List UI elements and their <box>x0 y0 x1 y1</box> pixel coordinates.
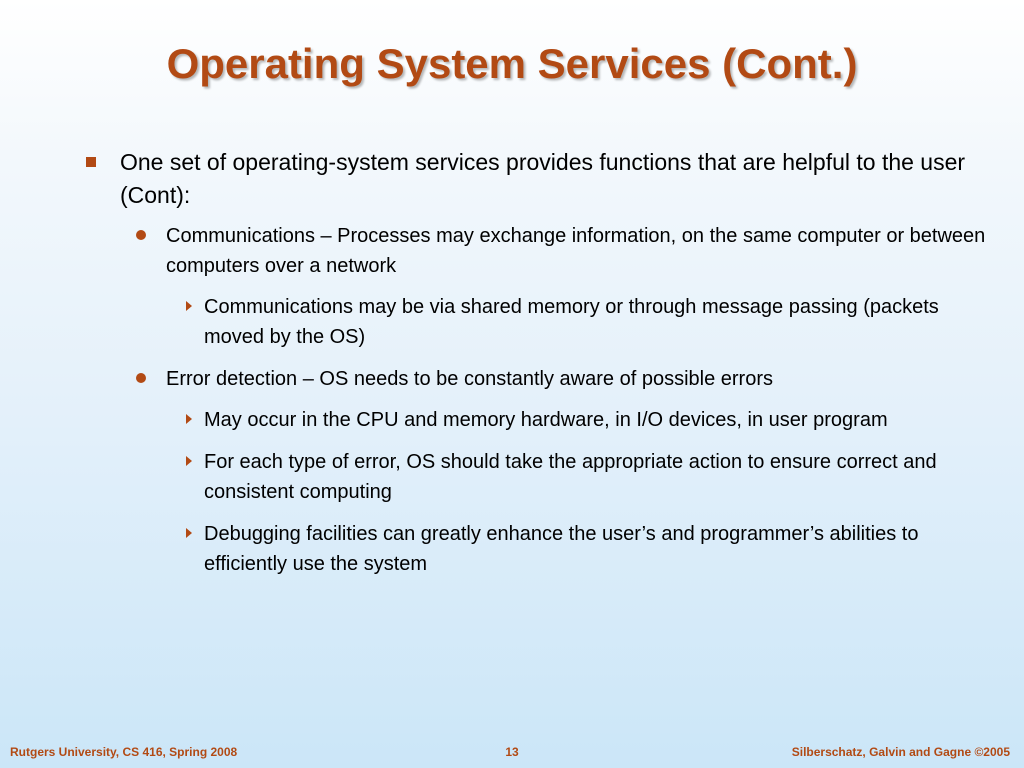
sub-sub-bullet-text: For each type of error, OS should take the appropriate action to ensure correct and consistent computing <box>204 451 937 503</box>
sub-bullet-item-communications <box>0 221 1024 281</box>
sub-sub-bullet-text: Debugging facilities can greatly enhance the user’s and programmer’s abilities to efficiently use the system <box>204 523 919 575</box>
sub-sub-bullet-item <box>0 447 1024 507</box>
round-bullet-icon <box>136 373 146 383</box>
round-bullet-icon <box>136 230 146 240</box>
bullet-item <box>0 146 1024 212</box>
sub-bullet-text: Error detection – OS needs to be constantly aware of possible errors <box>166 368 773 390</box>
sub-bullet-item-error-detection <box>0 364 1024 394</box>
footer-course-info: Rutgers University, CS 416, Spring 2008 <box>10 745 238 759</box>
slide-title: Operating System Services (Cont.) <box>166 40 858 87</box>
bullet-text: One set of operating-system services provides functions that are helpful to the user (Cont): <box>120 149 966 208</box>
sub-sub-bullet-text: Communications may be via shared memory or through message passing (packets moved by the OS) <box>204 296 939 348</box>
slide-content <box>0 146 1024 591</box>
sub-sub-bullet-item <box>0 292 1024 352</box>
sub-bullet-text: Communications – Processes may exchange information, on the same computer or between computers over a network <box>166 225 986 277</box>
triangle-bullet-icon <box>186 456 192 466</box>
footer-copyright: Silberschatz, Galvin and Gagne ©2005 <box>791 745 1010 759</box>
sub-sub-bullet-item <box>0 519 1024 579</box>
triangle-bullet-icon <box>186 414 192 424</box>
square-bullet-icon <box>86 157 96 167</box>
footer-page-number: 13 <box>505 745 519 759</box>
sub-sub-bullet-item <box>0 405 1024 435</box>
triangle-bullet-icon <box>186 301 192 311</box>
sub-sub-bullet-text: May occur in the CPU and memory hardware, in I/O devices, in user program <box>204 409 888 431</box>
triangle-bullet-icon <box>186 528 192 538</box>
